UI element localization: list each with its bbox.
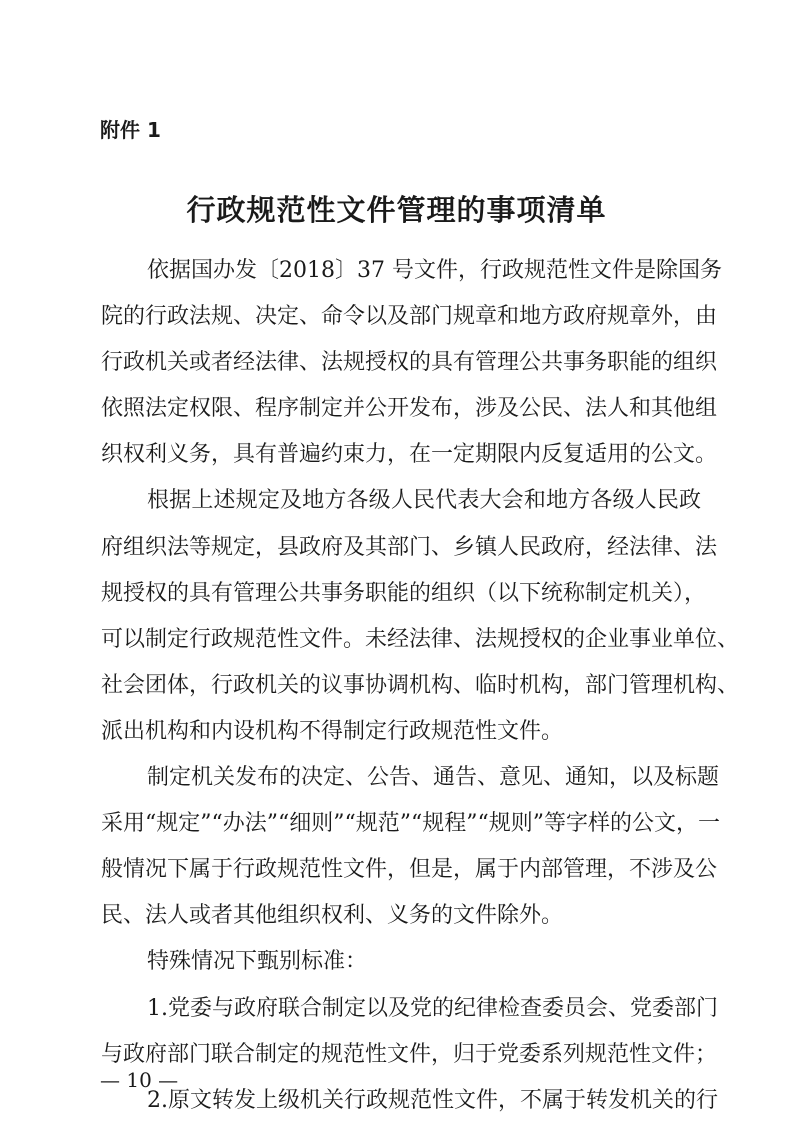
text-line: 依照法定权限、程序制定并公开发布，涉及公民、法人和其他组 (101, 396, 718, 422)
text-line: 般情况下属于行政规范性文件，但是，属于内部管理，不涉及公 (101, 857, 718, 883)
text-line: 与政府部门联合制定的规范性文件，归于党委系列规范性文件； (101, 1041, 718, 1067)
text-line: 规授权的具有管理公共事务职能的组织（以下统称制定机关）， (101, 580, 707, 606)
text-line: 院的行政法规、决定、命令以及部门规章和地方政府规章外，由 (101, 304, 718, 330)
text-line: 制定机关发布的决定、公告、通告、意见、通知，以及标题 (147, 765, 720, 791)
text-line: 特殊情况下甄别标准： (147, 949, 368, 975)
text-line: 可以制定行政规范性文件。未经法律、法规授权的企业事业单位、 (101, 626, 740, 652)
text-line: 民、法人或者其他组织权利、义务的文件除外。 (101, 903, 564, 929)
text-line: 1.党委与政府联合制定以及党的纪律检查委员会、党委部门 (147, 995, 718, 1021)
text-line: 依据国办发〔2018〕37 号文件，行政规范性文件是除国务 (147, 258, 722, 283)
text-line: 府组织法等规定，县政府及其部门、乡镇人民政府，经法律、法 (101, 534, 718, 560)
document-title: 行政规范性文件管理的事项清单 (186, 193, 607, 227)
text-line: 根据上述规定及地方各级人民代表大会和地方各级人民政 (147, 488, 701, 514)
document-body (101, 254, 740, 1130)
text-line: 2.原文转发上级机关行政规范性文件，不属于转发机关的行 (147, 1087, 718, 1113)
page-number: — 10 — (100, 1068, 179, 1092)
text-line: 行政机关或者经法律、法规授权的具有管理公共事务职能的组织 (101, 350, 718, 376)
attachment-label: 附件 1 (100, 118, 161, 142)
text-line: 社会团体，行政机关的议事协调机构、临时机构，部门管理机构、 (101, 672, 740, 698)
text-line: 织权利义务，具有普遍约束力，在一定期限内反复适用的公文。 (101, 442, 718, 468)
text-line: 采用“规定”“办法”“细则”“规范”“规程”“规则”等字样的公文，一 (101, 811, 720, 837)
text-line: 派出机构和内设机构不得制定行政规范性文件。 (101, 718, 564, 744)
